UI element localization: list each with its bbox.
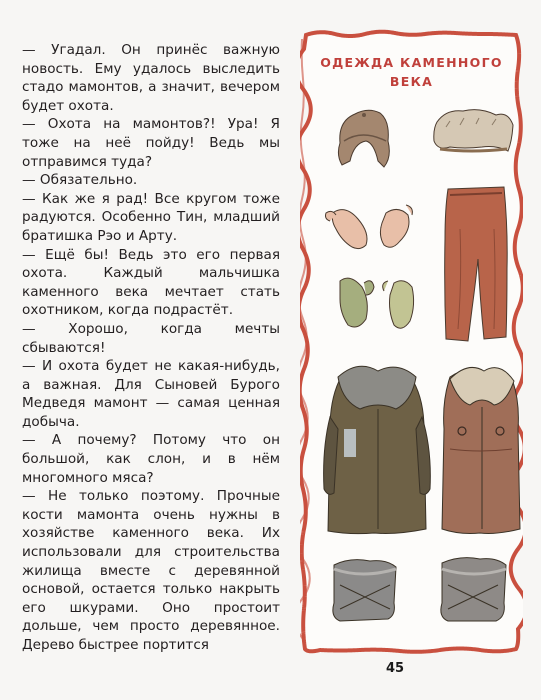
fur-trousers-illustration (445, 187, 508, 341)
dark-fur-coat-illustration (324, 366, 431, 533)
paragraph: — Ещё бы! Ведь это его первая охота. Каждый мальчишка каменного века мечтает стать охотником, когда подрастёт. (22, 246, 280, 319)
paragraph: — Хорошо, когда мечты сбываются! (22, 320, 280, 356)
left-fur-boot-illustration (333, 560, 396, 621)
right-fur-boot-illustration (441, 558, 506, 621)
sidebar-title-line1: ОДЕЖДА КАМЕННОГО (320, 55, 503, 70)
sidebar-title-line2: ВЕКА (389, 74, 434, 89)
light-fur-coat-illustration (442, 367, 520, 533)
paragraph: — Не только поэтому. Прочные кости мамонта очень нужны в хозяйстве каменного века. Их использовали для строительства жилища вместе с деревянной основой, остается только накрыть его шкурами. Оно простоит дольше, чем просто деревянное. Дерево быстрее портится (22, 488, 280, 653)
paragraph: — А почему? Потому что он большой, как слон, и в нём многомного мяса? (22, 432, 280, 486)
fur-headband-illustration (434, 110, 513, 151)
paragraph: — Угадал. Он принёс важную новость. Ему удалось выследить стадо мамонтов, а значит, вечером будет охота. (22, 42, 280, 114)
paragraph: — Обязательно. (22, 172, 138, 189)
main-text (22, 41, 280, 655)
fur-hat-illustration (338, 110, 389, 167)
light-mittens-illustration (326, 205, 413, 249)
page-number: 45 (386, 661, 405, 676)
paragraph: — И охота будет не какая-нибудь, а важная. Для Сыновей Бурого Медведя мамонт — самая ценная добыча. (22, 358, 280, 430)
green-mittens-illustration (340, 278, 414, 328)
paragraph: — Как же я рад! Все кругом тоже радуются. Особенно Тин, младший братишка Рэо и Арту. (22, 190, 280, 244)
paragraph: — Охота на мамонтов?! Ура! Я тоже на неё пойду! Ведь мы отправимся туда? (22, 116, 280, 170)
clothing-illustrations (300, 29, 523, 655)
stone-age-clothing-sidebar (300, 29, 523, 655)
